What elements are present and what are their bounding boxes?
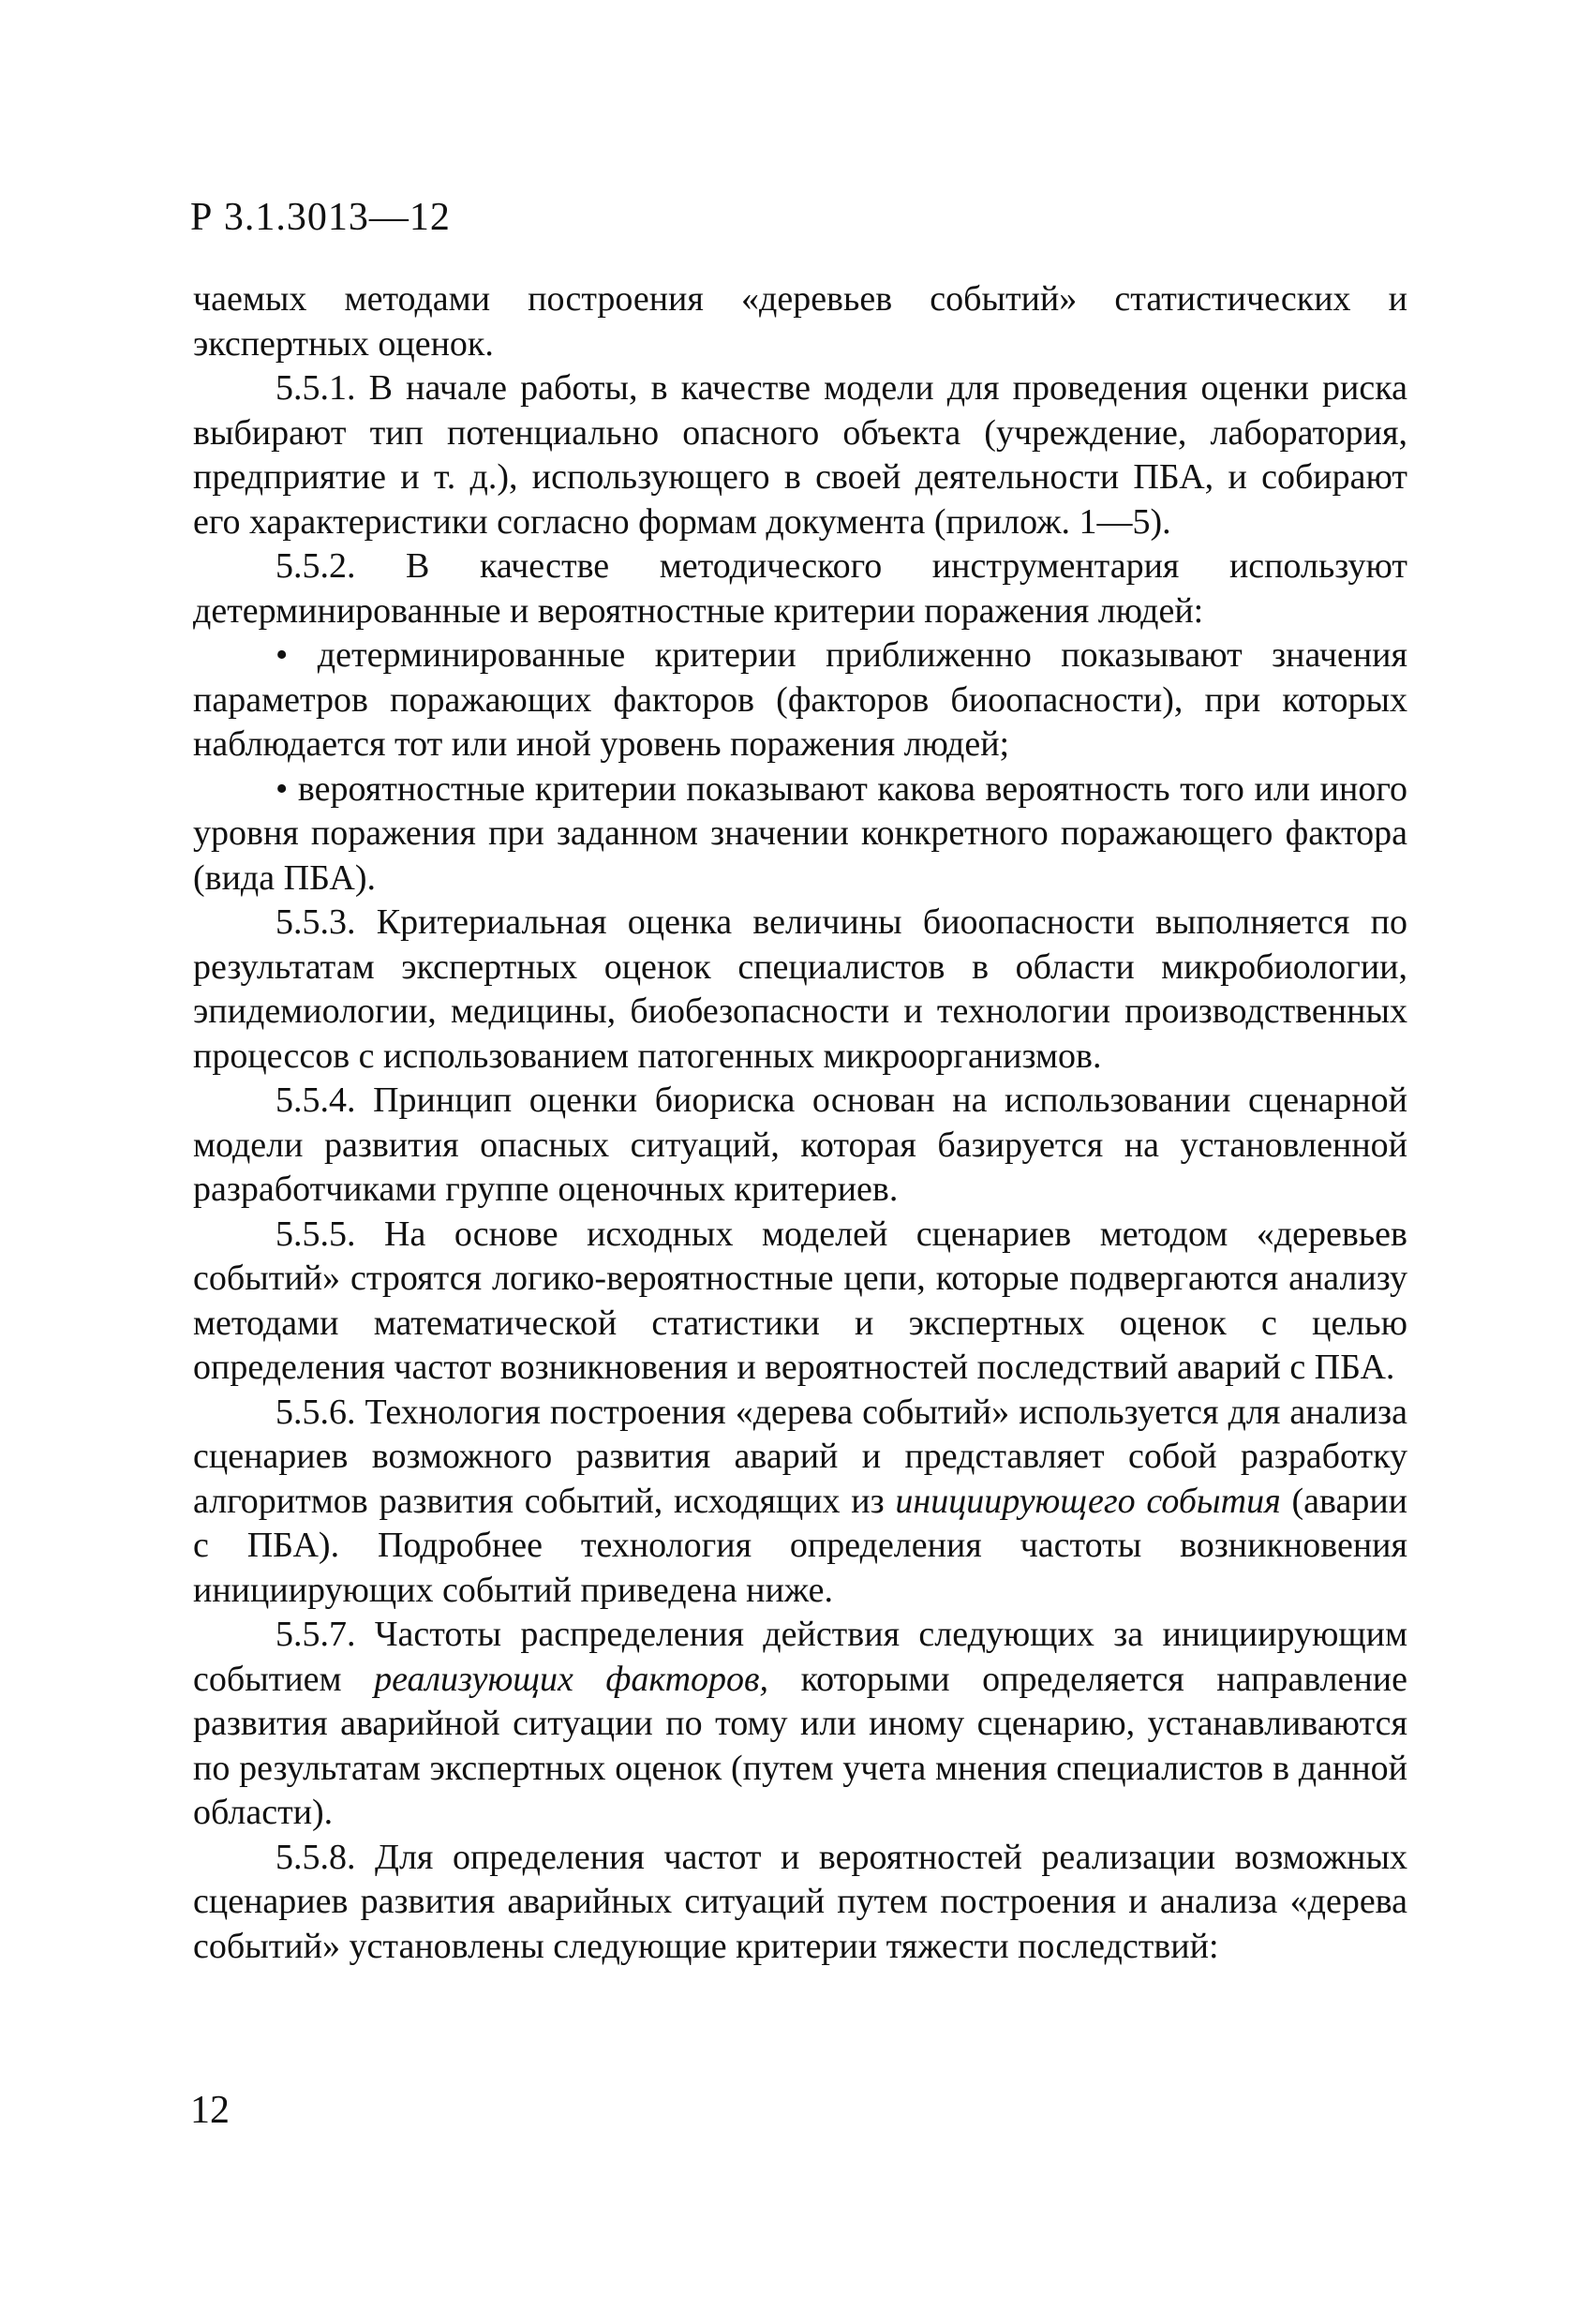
paragraph-5-5-1: 5.5.1. В начале работы, в качестве модели для проведения оценки риска выбирают тип потенциально опасного объекта (учреждение, лаборатория, предприятие и т. д.), использующего в своей деятельности ПБА, и собирают его характеристики согласно формам документа (прилож. 1—5).	[193, 368, 1407, 542]
bullet-probabilistic-criteria: • вероятностные критерии показывают какова вероятность того или иного уровня поражения при заданном значении конкретного поражающего фактора (вида ПБА).	[193, 768, 1407, 898]
paragraph-5-5-8: 5.5.8. Для определения частот и вероятностей реализации возможных сценариев развития аварийных ситуаций путем построения и анализа «дерева событий» установлены следующие критерии тяжести последствий:	[193, 1837, 1407, 1966]
paragraph-text: 5.5.6. Технология построения «дерева событий» используется для анализа сценариев возможного развития аварий и представляет собой разработку алгоритмов развития событий, исходящих из	[193, 1392, 1407, 1521]
paragraph-5-5-5: 5.5.5. На основе исходных моделей сценариев методом «деревьев событий» строятся логико-вероятностные цепи, которые подвергаются анализу методами математической статистики и экспертных оценок с целью определения частот возникновения и вероятностей последствий аварий с ПБА.	[193, 1214, 1407, 1387]
paragraph-text: (аварии с ПБА). Подробнее технология определения частоты возникновения инициирующих событий приведена ниже.	[193, 1481, 1407, 1610]
paragraph-5-5-7	[193, 1613, 1407, 1836]
paragraph-5-5-2: 5.5.2. В качестве методического инструментария используют детерминированные и вероятностные критерии поражения людей:	[193, 546, 1407, 631]
document-code: Р 3.1.3013—12	[190, 196, 451, 239]
paragraph-continuation: чаемых методами построения «деревьев событий» статистических и экспертных оценок.	[193, 279, 1407, 364]
paragraph-5-5-4: 5.5.4. Принцип оценки биориска основан на использовании сценарной модели развития опасных ситуаций, которая базируется на установленной разработчиками группе оценочных критериев.	[193, 1080, 1407, 1209]
paragraph-text: которыми определяется направление развития аварийной ситуации по тому или иному сценарию, устанавливаются по результатам экспертных оценок (путем учета мнения специалистов в данной области).	[193, 1659, 1407, 1832]
page-number: 12	[190, 2089, 230, 2132]
paragraph-text: 5.5.7. Частоты распределения действия следующих за инициирующим событием	[193, 1615, 1407, 1699]
document-body	[193, 277, 1407, 1969]
emphasis-realizing-factors: реализующих факторов,	[374, 1659, 769, 1699]
emphasis-initiating-event: инициирующего события	[895, 1481, 1281, 1521]
paragraph-5-5-3: 5.5.3. Критериальная оценка величины биоопасности выполняется по результатам экспертных оценок специалистов в области микробиологии, эпидемиологии, медицины, биобезопасности и технологии производственных процессов с использованием патогенных микроорганизмов.	[193, 902, 1407, 1076]
bullet-deterministic-criteria: • детерминированные критерии приближенно показывают значения параметров поражающих факторов (факторов биоопасности), при которых наблюдается тот или иной уровень поражения людей;	[193, 635, 1407, 764]
paragraph-5-5-6	[193, 1391, 1407, 1614]
